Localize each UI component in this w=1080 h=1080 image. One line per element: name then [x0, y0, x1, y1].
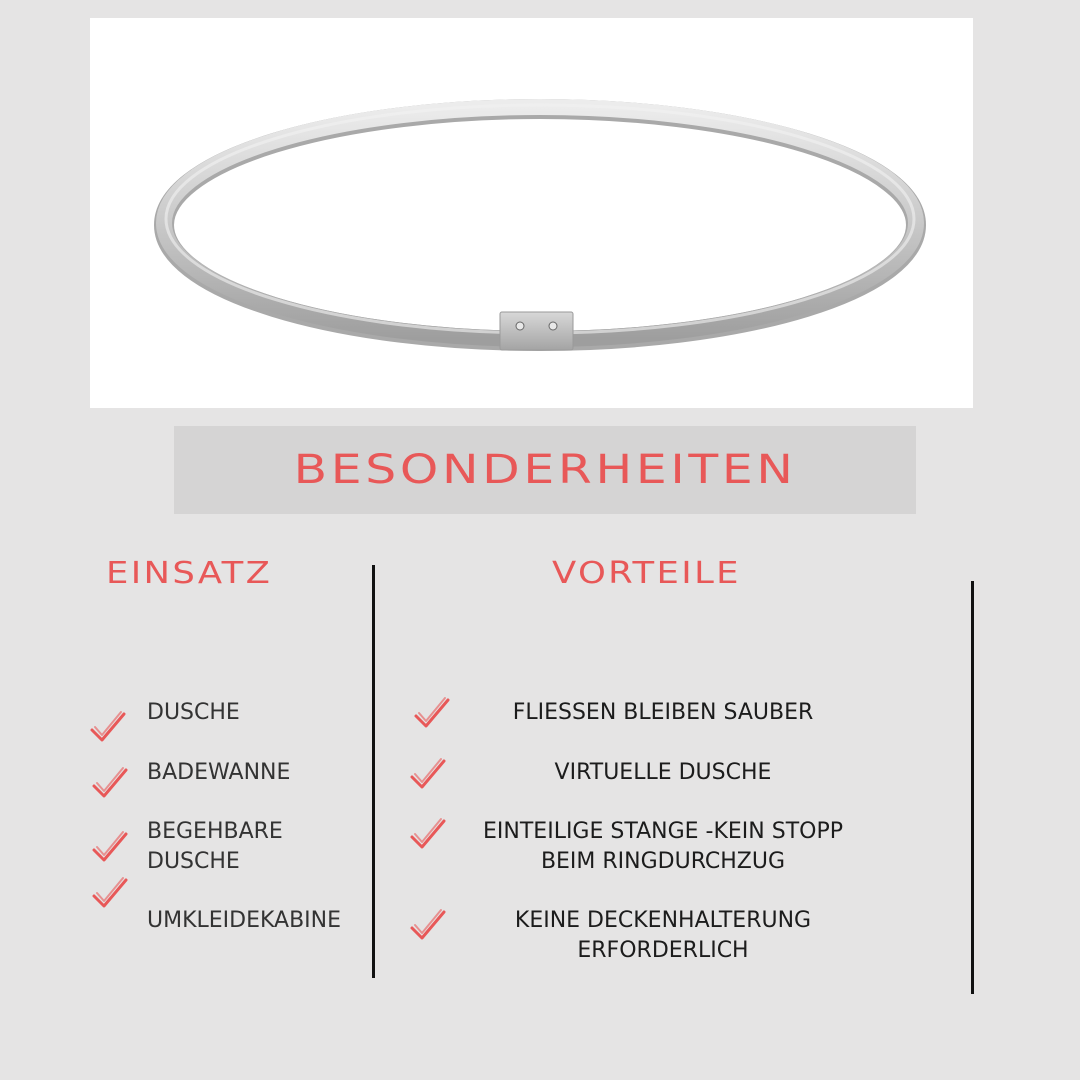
check-icon [90, 764, 130, 800]
check-icon [412, 694, 452, 730]
vorteile-item-deckenhalterung-line1: KEINE DECKENHALTERUNG [514, 908, 812, 933]
vorteile-item-fliessen: FLIESSEN BLEIBEN SAUBER [512, 700, 814, 725]
banner-title: BESONDERHEITEN [293, 447, 797, 493]
check-icon [408, 906, 448, 942]
check-icon [408, 815, 448, 851]
check-icon [90, 828, 130, 864]
check-icon [90, 874, 130, 910]
vorteile-item-einteilige-stange-line1: EINTEILIGE STANGE -KEIN STOPP [483, 819, 843, 844]
vorteile-item-virtuelle-dusche: VIRTUELLE DUSCHE [554, 760, 772, 785]
einsatz-item-umkleidekabine: UMKLEIDEKABINE [147, 908, 342, 933]
column-divider-left [372, 565, 375, 978]
product-image [90, 18, 973, 408]
einsatz-item-badewanne: BADEWANNE [147, 760, 291, 785]
einsatz-item-dusche: DUSCHE [147, 700, 240, 725]
features-banner [174, 426, 916, 514]
column-divider-right [971, 581, 974, 994]
vorteile-item-deckenhalterung-line2: ERFORDERLICH [577, 938, 749, 963]
shower-ring-image [90, 18, 973, 408]
check-icon [88, 708, 128, 744]
check-icon [408, 755, 448, 791]
vorteile-item-einteilige-stange-line2: BEIM RINGDURCHZUG [540, 849, 786, 874]
einsatz-heading: EINSATZ [106, 556, 273, 591]
einsatz-item-begehbare-dusche: BEGEHBARE DUSCHE [147, 819, 283, 874]
vorteile-heading: VORTEILE [552, 556, 741, 591]
